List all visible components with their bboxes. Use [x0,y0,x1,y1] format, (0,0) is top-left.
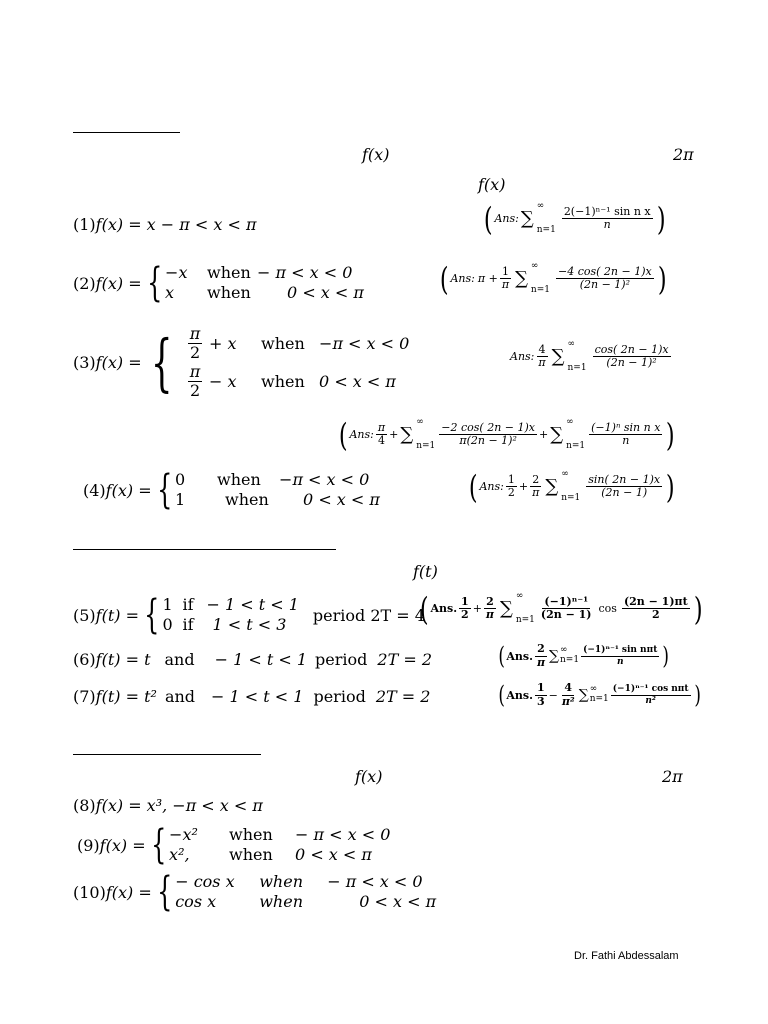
section2-heading-rule [73,549,336,550]
problem-2-answer: ( Ans: π + $\frac{1}{\pi}$ ∑ ∞ n=1 $\frac{-4 \cos( 2n - 1)x}{\text{(2n − 1)²}}$ ) [439,259,667,298]
section3-period: 2π [662,767,683,786]
problem-9: (9) f(x) = { −x² when − π < x < 0 x², when 0 < x < π [77,822,391,868]
section3-heading-rule [73,754,261,755]
section1-fx-secondary: f(x) [478,175,506,194]
problem-3: (3) f(x) = { $\frac{\pi}{2}$ + x when −π < x < 0 $\frac{\pi}{2}$ − x when 0 < x < π [73,324,410,401]
problem-4-answer: ( Ans: $\frac{1}{2}$ + $\frac{2}{\pi}$ ∑ ∞ n=1 $\frac{\sin( 2n - 1)x}{(2n - 1)}$ ) [468,467,675,506]
problem-3-answer: Ans: $\frac{4}{\pi}$ ∑ ∞ n=1 $\frac{\cos( 2n - 1)x}{\text{(2n − 1)²}}$ [510,339,669,373]
problem-5-answer: ( Ans. $\frac{1}{2}$ + $\frac{2}{\pi}$ ∑ ∞ n=1 $\frac{\text{(−1)ⁿ⁻¹}}{(2n - 1)}$ cos $\frac{(2n - 1)\pi t}{2}$ ) [419,589,703,628]
problem-2: (2) f(x) = { −x when − π < x < 0 x when 0 < x < π [73,260,364,306]
problem-6: (6) f(t) = t and − 1 < t < 1 period 2T = 2 [73,650,433,669]
footer-author: Dr. Fathi Abdessalam [574,950,679,962]
section2-ft: f(t) [413,562,438,581]
problem-1: (1) f(x) = x − π < x < π [73,215,257,234]
problem-3-answer-alt: ( Ans: $\frac{\pi}{4}$ + ∑ ∞ n=1 $\frac{-2 \cos( 2n - 1)x}{\text{π(2n − 1)²}}$ + ∑ ∞ n=1 $\frac{\text{(−1)ⁿ sin n x}}{n}$ ) [338,415,676,454]
problem-7-answer: ( Ans. $\frac{1}{3}$ − $\frac{4}{\text{π²}}$ ∑ ∞ n=1 $\frac{\text{(−1)ⁿ⁻¹ cos nπt}}{\text{n²}}$ ) [498,681,701,710]
problem-10: (10) f(x) = { − cos x when − π < x < 0 cos x when 0 < x < π [73,869,437,915]
section1-period: 2π [673,145,694,164]
problem-1-answer: ( Ans: ∑ ∞ n=1 $\frac{\text{2(−1)ⁿ⁻¹ sin n x}}{n}$ ) [483,199,666,238]
section1-heading-rule [73,132,180,133]
problem-5: (5) f(t) = { 1 if − 1 < t < 1 0 if 1 < t < 3 period 2T = 4 [73,592,425,638]
problem-8: (8) f(x) = x³, −π < x < π [73,796,263,815]
problem-6-answer: ( Ans. $\frac{2}{\pi}$ ∑ ∞ n=1 $\frac{\text{(−1)ⁿ⁻¹ sin nπt}}{n}$ ) [498,642,670,671]
problem-7: (7) f(t) = t² and − 1 < t < 1 period 2T = 2 [73,687,431,706]
section1-fx: f(x) [362,145,390,164]
section3-fx: f(x) [355,767,383,786]
problem-4: (4) f(x) = { 0 when −π < x < 0 1 when 0 < x < π [83,467,380,513]
